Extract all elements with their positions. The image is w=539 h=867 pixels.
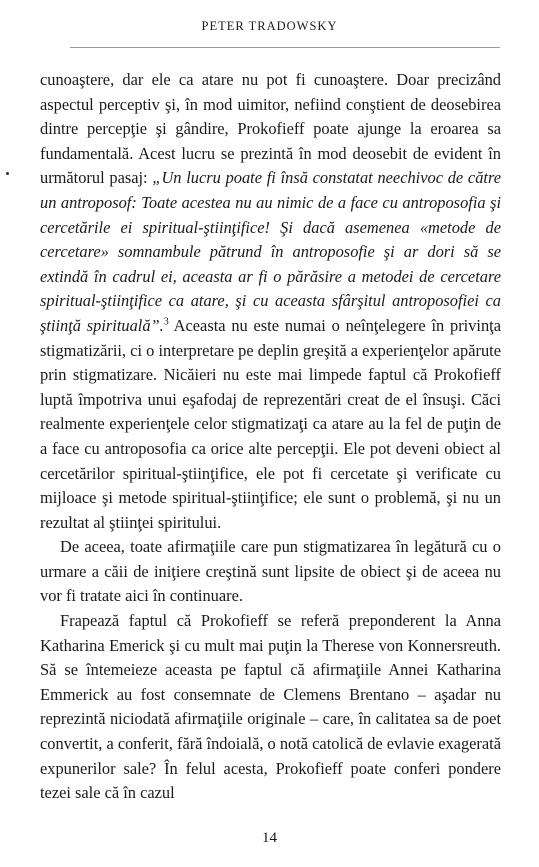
paragraph-1-text-a: cunoaştere, dar ele ca atare nu pot fi cunoaştere. Doar precizând aspectul perceptiv şi, în mod uimitor, nefiind conştient de deosebirea dintre percepţie şi gândire, Prokofieff poate ajunge la eroarea sa fundamentală. Acest lucru se prezintă în mod deosebit de evident în următorul pasaj: [40, 70, 501, 188]
paragraph-2: De aceea, toate afirmaţiile care pun stigmatizarea în legătură cu o urmare a căii de iniţiere creştină sunt lipsite de obiect şi de aceea nu vor fi tratate aici în continuare. [40, 537, 501, 606]
paragraph-1-text-b: Aceasta nu este numai o neînţelegere în privinţa stigmatizării, ci o interpretare pe deplin greşită a experienţelor apărute prin stigmatizare. Nicăieri nu este mai limpede faptul că Prokofieff luptă împotriva unui eşafodaj de reprezentări creat de el însuşi. Căci realmente experienţele celor stigmatizaţi ca atare au la fel de puţin de a face cu antroposofia ca orice alte percepţii. Ele pot deveni obiect al cercetărilor spiritual-ştiinţifice, ele pot fi cercetate şi verificate cu mijloace şi metode spiritual-ştiinţifice; ele sunt o problemă, şi nu un rezultat al ştiinţei spiritului. [40, 315, 501, 532]
paragraph-3: Frapează faptul că Prokofieff se referă preponderent la Anna Katharina Emerick şi cu mult mai puţin la Therese von Konnersreuth. Să se întemeieze aceasta pe faptul că afirmaţiile Annei Katharina Emmerick au fost consemnate de Clemens Brentano – aşadar nu reprezintă niciodată afirmaţiile originale – care, în calitatea sa de poet convertit, a conferit, fără îndoială, o notă catolică de evlavie exagerată expunerilor sale? În felul acesta, Prokofieff poate conferi pondere tezei sale că în cazul [40, 611, 501, 803]
body-text [40, 68, 501, 806]
running-head: PETER TRADOWSKY [201, 19, 338, 33]
page-number: 14 [262, 830, 277, 846]
footnote-reference: 3 [163, 316, 169, 328]
paragraph-1 [40, 68, 501, 535]
quotation: „Un lucru poate fi însă constatat neechivoc de către un antroposof: Toate acestea nu au nimic de a face cu antroposofia şi cercetările ei spiritual-ştiinţifice! Şi dacă asemenea «metode de cercetare» somnambule pătrund în antroposofie şi ar dori să se extindă în cadrul ei, aceasta ar fi o părăsire a metodei de cercetare spiritual-ştiinţifice ca atare, şi cu aceasta sfârşitul antroposofiei ca ştiinţă spirituală”. [40, 168, 501, 335]
header-rule [70, 47, 500, 48]
margin-mark [6, 172, 9, 175]
